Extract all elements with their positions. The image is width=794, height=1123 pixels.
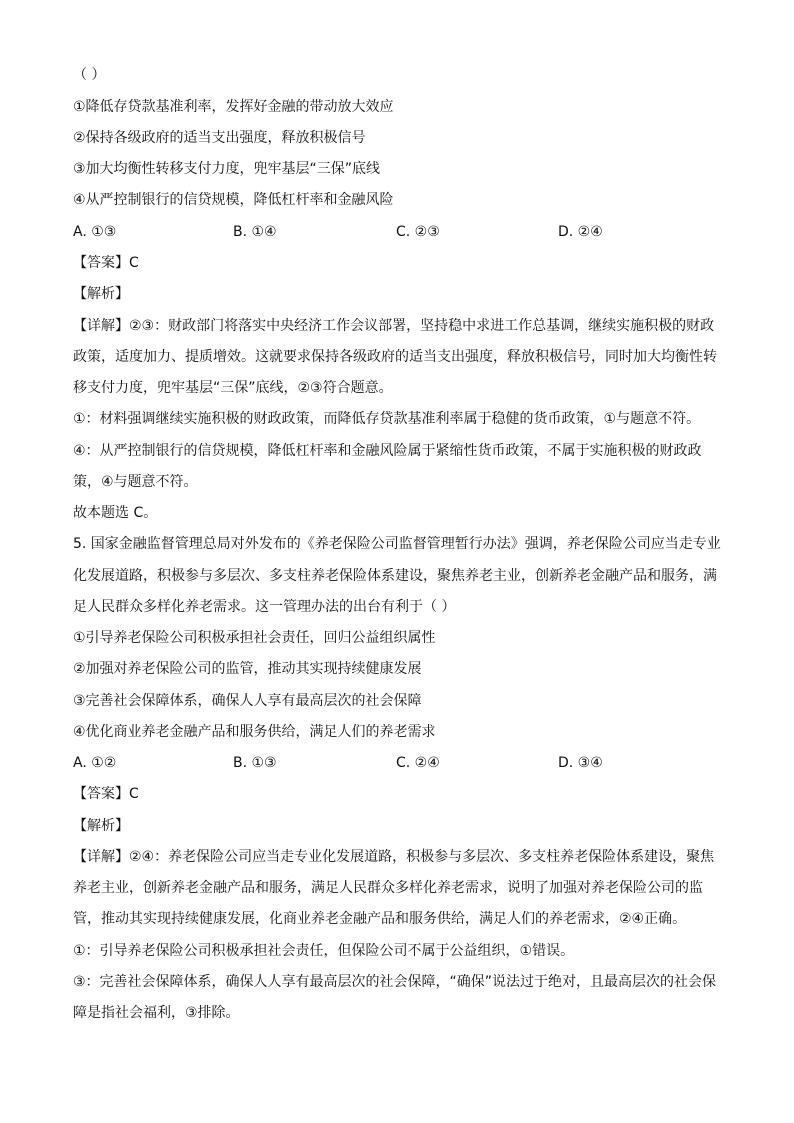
answer-tag: 【答案】	[73, 255, 129, 271]
q5-item-4: ④优化商业养老金融产品和服务供给，满足人们的养老需求	[73, 724, 436, 740]
detail-tag: 【详解】	[73, 318, 129, 334]
q5-option-d: D. ③④	[558, 755, 603, 771]
q5-stem-line-2: 化发展道路，积极参与多层次、多支柱养老保险体系建设，聚焦养老主业，创新养老金融产品和服务，满	[73, 568, 717, 584]
q4-option-a: A. ①③	[73, 224, 117, 240]
answer-value: C	[129, 786, 139, 802]
q4-stem-tail: （ ）	[73, 67, 106, 83]
q4-detail-line-4: ①：材料强调继续实施积极的财政政策，而降低存贷款基准利率属于稳健的货币政策，①与题意不符。	[73, 411, 701, 427]
q4-detail-line-1	[73, 316, 714, 336]
q5-detail-line-2: 养老主业，创新养老金融产品和服务，满足人民群众多样化养老需求，说明了加强对养老保险公司的监	[73, 880, 703, 896]
q5-option-b: B. ①③	[233, 755, 277, 771]
q4-detail-line-5: ④：从严控制银行的信贷规模，降低杠杆率和金融风险属于紧缩性货币政策，不属于实施积极的财政政	[73, 443, 702, 459]
q5-item-2: ②加强对养老保险公司的监管，推动其实现持续健康发展	[73, 661, 422, 677]
q4-analysis-tag: 【解析】	[73, 286, 129, 302]
q5-stem-line-1: 5. 国家金融监督管理总局对外发布的《养老保险公司监督管理暂行办法》强调，养老保险公司应当走专业	[73, 536, 721, 552]
answer-tag: 【答案】	[73, 786, 129, 802]
q4-option-c: C. ②③	[396, 224, 440, 240]
q4-detail-line-6: 策，④与题意不符。	[73, 474, 198, 490]
q5-item-3: ③完善社会保障体系，确保人人享有最高层次的社会保障	[73, 693, 422, 709]
q4-item-2: ②保持各级政府的适当支出强度，释放积极信号	[73, 130, 366, 146]
q5-option-c: C. ②④	[396, 755, 440, 771]
q4-item-1: ①降低存贷款基准利率，发挥好金融的带动放大效应	[73, 99, 394, 115]
q5-item-1: ①引导养老保险公司积极承担社会责任，回归公益组织属性	[73, 630, 436, 646]
q5-detail-line-3: 管，推动其实现持续健康发展，化商业养老金融产品和服务供给，满足人们的养老需求，②④正确。	[73, 911, 687, 927]
detail-tag: 【详解】	[73, 849, 129, 865]
q5-detail-line-4: ①：引导养老保险公司积极承担社会责任，但保险公司不属于公益组织，①错误。	[73, 943, 575, 959]
q4-option-d: D. ②④	[558, 224, 603, 240]
q4-detail-line-2: 政策，适度加力、提质增效。这就要求保持各级政府的适当支出强度，释放积极信号，同时加大均衡性转	[73, 349, 717, 365]
q5-option-a: A. ①②	[73, 755, 117, 771]
q4-conclusion: 故本题选 C。	[73, 505, 158, 521]
q4-item-3: ③加大均衡性转移支付力度，兜牢基层“三保”底线	[73, 161, 381, 177]
detail-text: ②④：养老保险公司应当走专业化发展道路，积极参与多层次、多支柱养老保险体系建设，聚焦	[129, 849, 715, 865]
q5-detail-line-1	[73, 847, 714, 867]
q4-option-b: B. ①④	[233, 224, 277, 240]
q5-analysis-tag: 【解析】	[73, 818, 129, 834]
answer-value: C	[129, 255, 139, 271]
q4-answer	[73, 253, 139, 273]
q5-detail-line-5: ③：完善社会保障体系，确保人人享有最高层次的社会保障，“确保”说法过于绝对，且最高层次的社会保	[73, 974, 717, 990]
q5-stem-line-3: 足人民群众多样化养老需求。这一管理办法的出台有利于（ ）	[73, 599, 456, 615]
q4-item-4: ④从严控制银行的信贷规模，降低杠杆率和金融风险	[73, 192, 394, 208]
q5-detail-line-6: 障是指社会福利，③排除。	[73, 1005, 240, 1021]
detail-text: ②③：财政部门将落实中央经济工作会议部署，坚持稳中求进工作总基调，继续实施积极的财政	[129, 318, 715, 334]
q4-detail-line-3: 移支付力度，兜牢基层“三保”底线，②③符合题意。	[73, 380, 393, 396]
q5-answer	[73, 784, 139, 804]
